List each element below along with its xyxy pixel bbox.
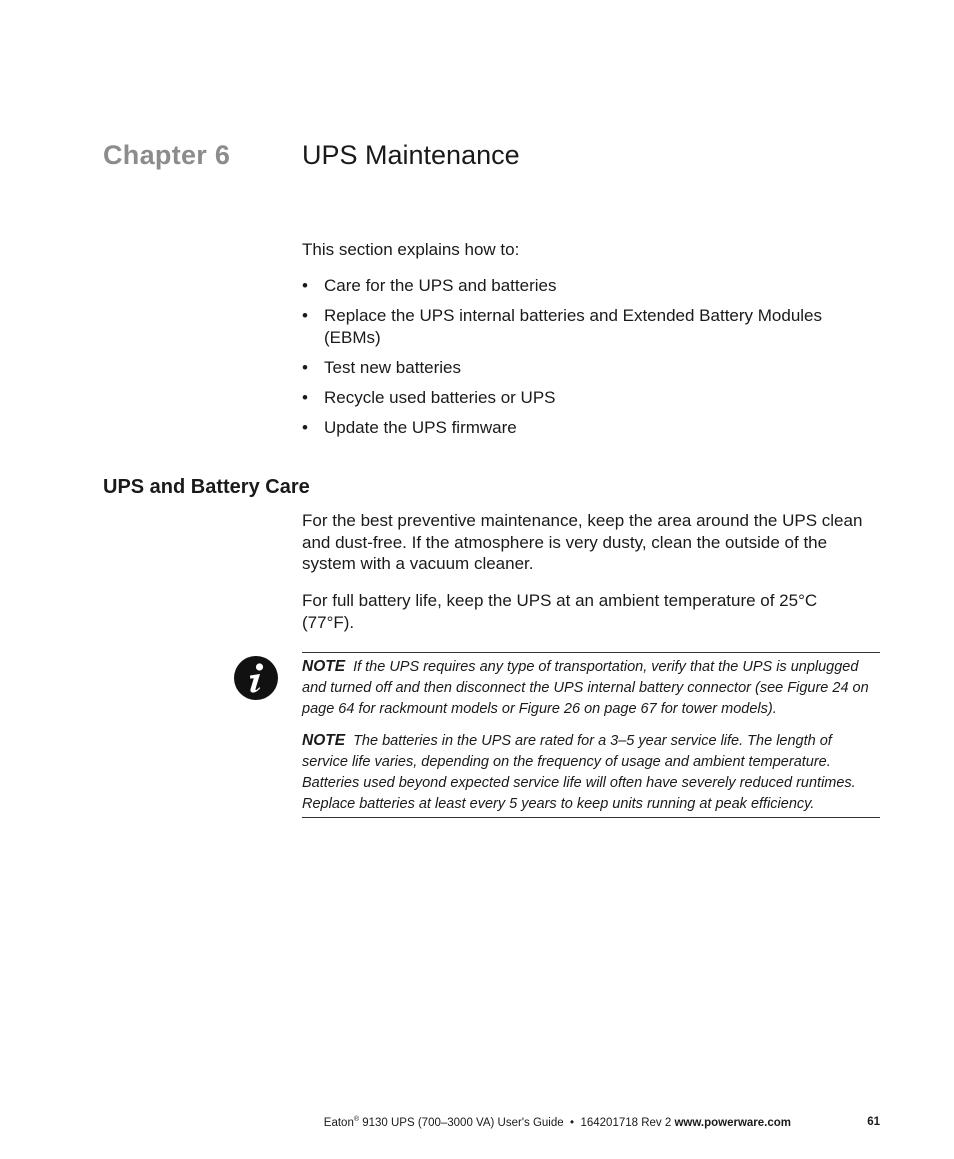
bullet-dot: • bbox=[302, 306, 308, 325]
footer-text bbox=[324, 1116, 791, 1129]
bullet-dot: • bbox=[302, 276, 308, 295]
bullet-dot: • bbox=[302, 357, 308, 377]
section-paragraph: For full battery life, keep the UPS at an ambient temperature of 25°C (77°F). bbox=[302, 591, 818, 632]
note-label: NOTE bbox=[302, 732, 346, 749]
footer-guide: 9130 UPS (700–3000 VA) User's Guide • 164201718 Rev 2 bbox=[359, 1116, 675, 1129]
note bbox=[302, 730, 880, 815]
section-paragraph: For the best preventive maintenance, keep the area around the UPS clean and dust-free. If the atmosphere is very dusty, clean the outside of the system with a vacuum cleaner. bbox=[302, 511, 863, 573]
note-text: The batteries in the UPS are rated for a 3–5 year service life. The length of service life varies, depending on the frequency of usage and ambient temperature. Batteries used beyond expected service life will often have severely reduced runtimes. Replace batteries at least every 5 years to keep units running at peak efficiency. bbox=[302, 733, 856, 812]
chapter-label: Chapter 6 bbox=[103, 140, 231, 170]
footer-website: www.powerware.com bbox=[674, 1116, 791, 1129]
list-item bbox=[302, 417, 882, 439]
section-heading: UPS and Battery Care bbox=[103, 476, 310, 498]
bullet-list bbox=[302, 275, 882, 447]
intro-text: This section explains how to: bbox=[302, 240, 520, 259]
list-item-text: Test new batteries bbox=[324, 357, 462, 377]
chapter-title: UPS Maintenance bbox=[302, 140, 520, 170]
note-box bbox=[302, 652, 880, 818]
list-item-text: Care for the UPS and batteries bbox=[324, 276, 557, 295]
list-item bbox=[302, 275, 882, 297]
note-text: If the UPS requires any type of transportation, verify that the UPS is unplugged and turned off and then disconnect the UPS internal battery connector (see Figure 24 on page 64 for rackmount models or Figure 26 on page 67 for tower models). bbox=[302, 659, 869, 717]
list-item bbox=[302, 387, 882, 409]
info-icon bbox=[234, 656, 278, 700]
bullet-dot: • bbox=[302, 417, 308, 437]
bullet-dot: • bbox=[302, 387, 308, 407]
list-item bbox=[302, 357, 882, 379]
footer-brand: Eaton bbox=[323, 1116, 354, 1129]
list-item-text: Recycle used batteries or UPS bbox=[324, 387, 556, 407]
note bbox=[302, 656, 880, 720]
list-item-text: Update the UPS firmware bbox=[324, 417, 517, 437]
list-item bbox=[302, 305, 882, 348]
page-number: 61 bbox=[867, 1116, 880, 1128]
registered-mark: ® bbox=[353, 1116, 360, 1123]
note-label: NOTE bbox=[302, 658, 346, 675]
list-item-text: Replace the UPS internal batteries and Extended Battery Modules (EBMs) bbox=[324, 306, 823, 347]
